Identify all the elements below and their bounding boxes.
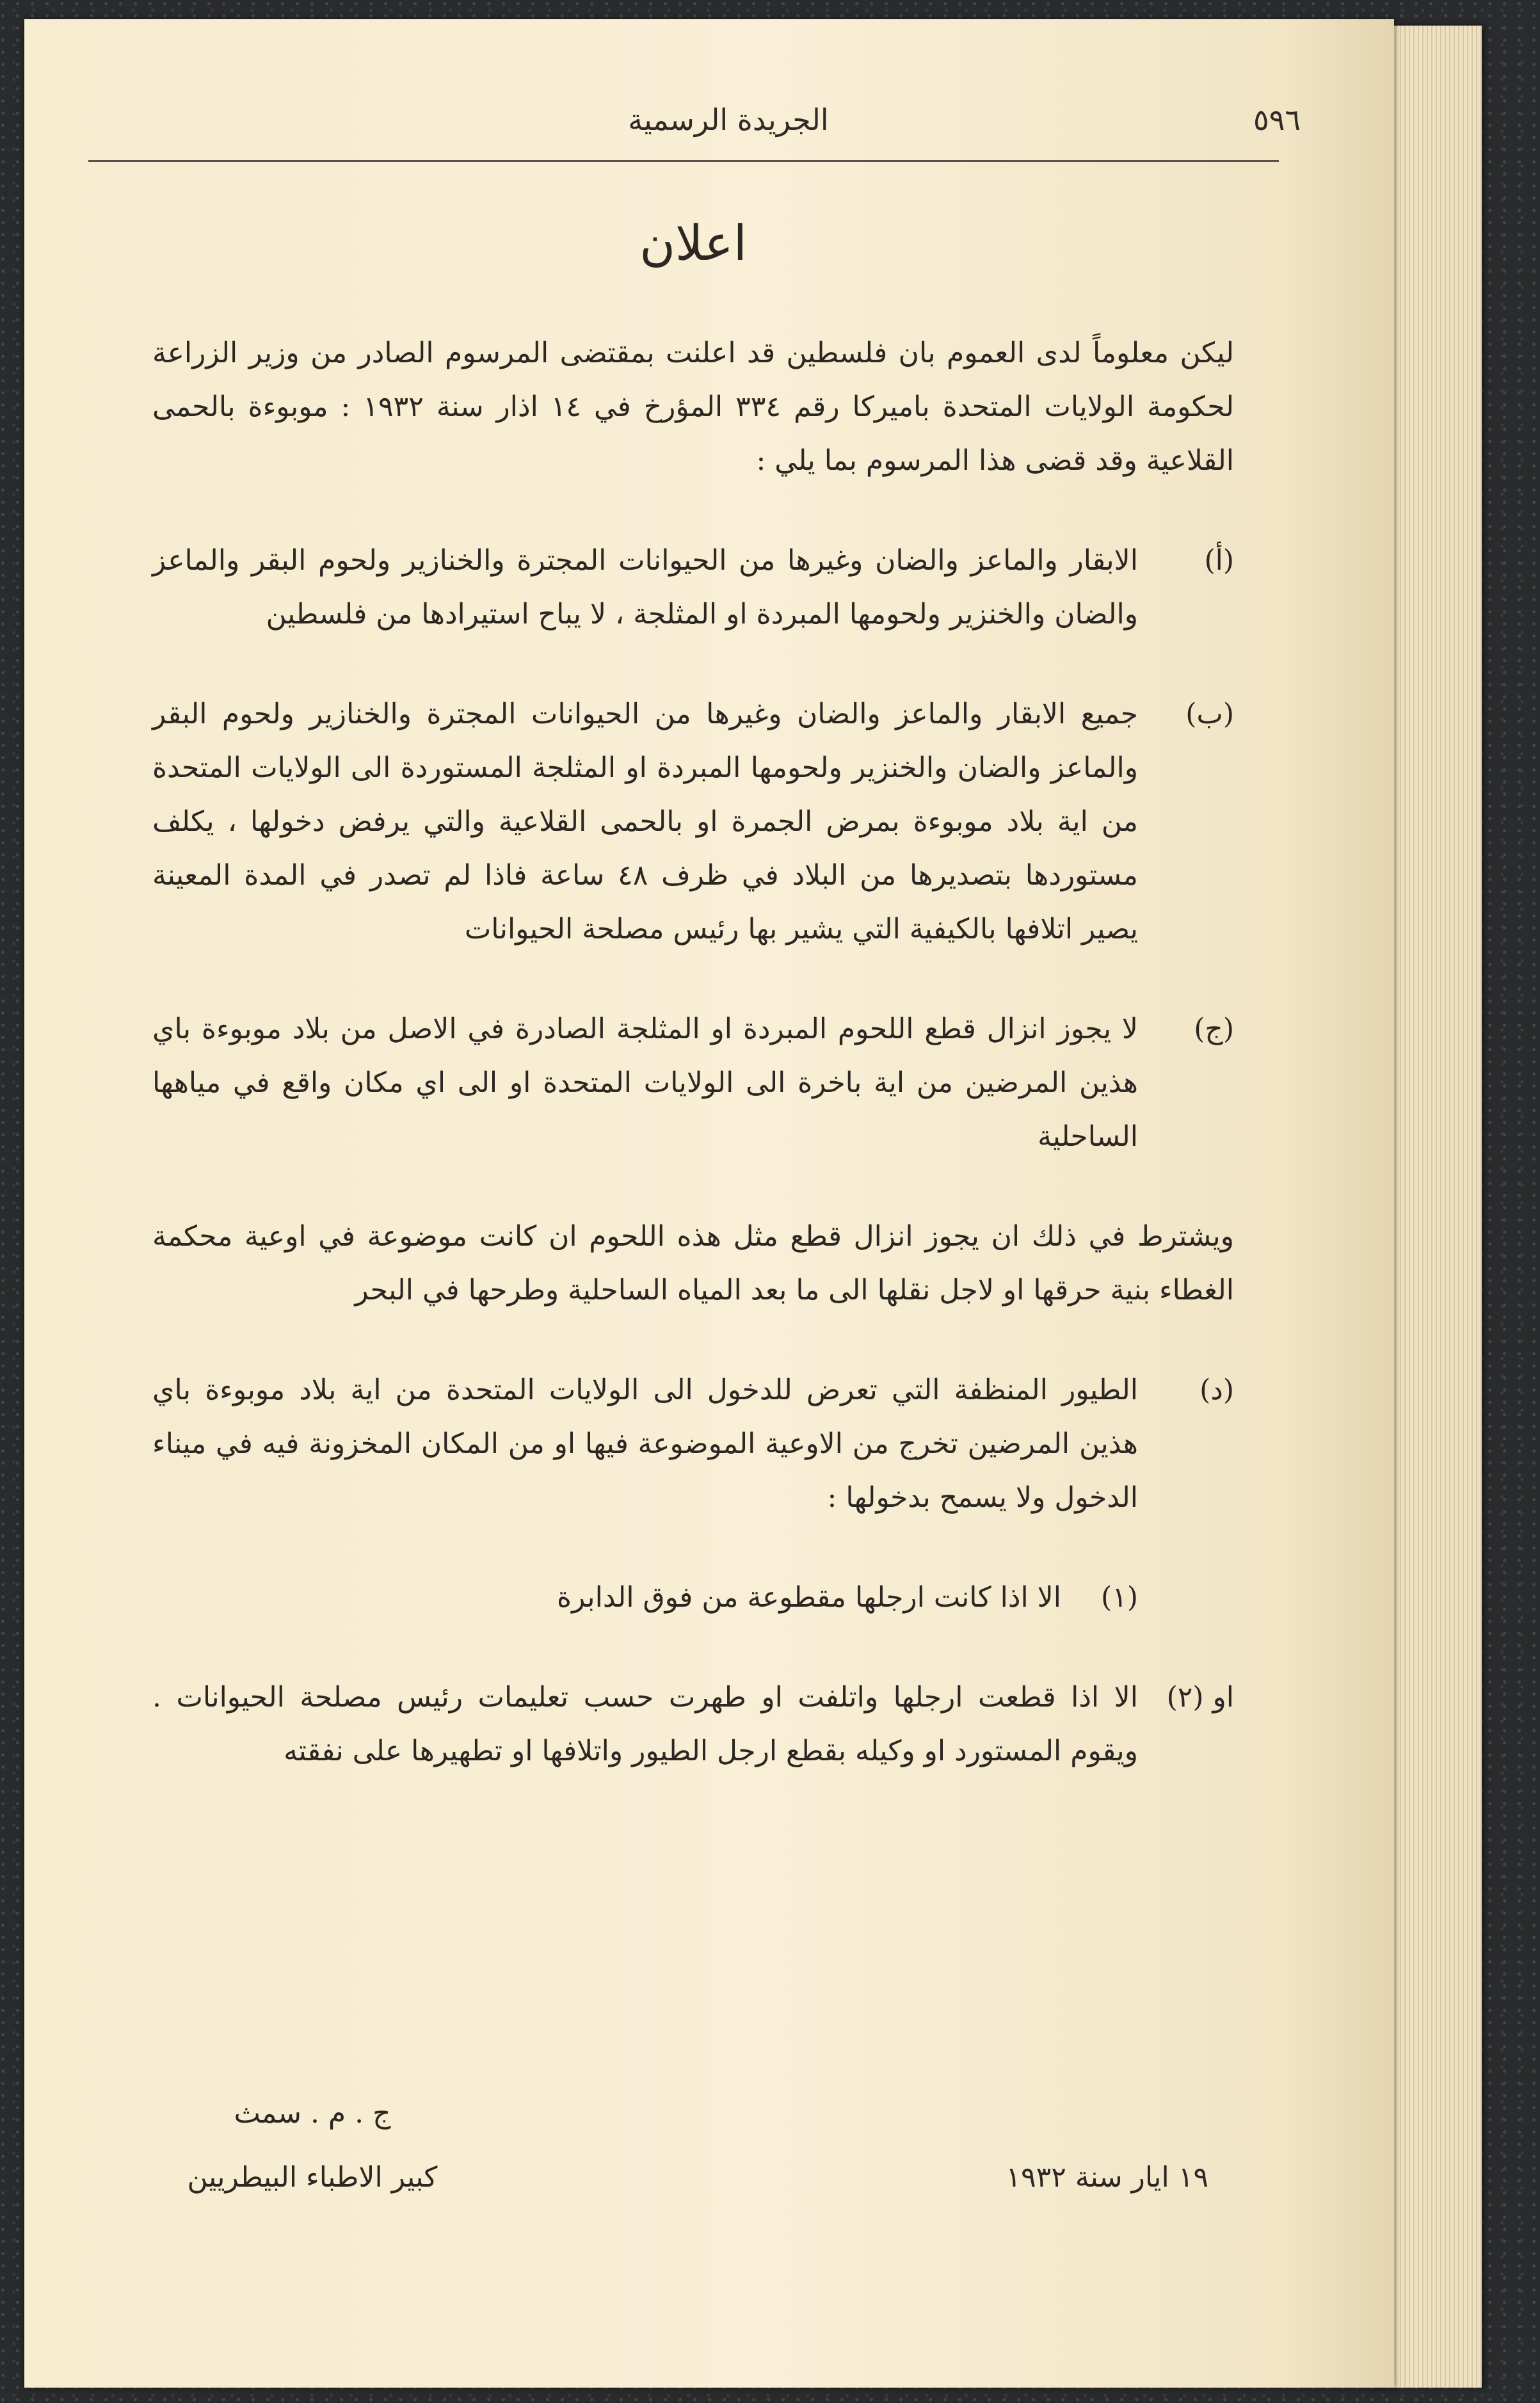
clause-c	[152, 1002, 1234, 1164]
clause-text: الطيور المنظفة التي تعرض للدخول الى الولايات المتحدة من اية بلاد موبوءة باي هذين المرضين تخرج من الاوعية الموضوعة فيها او من المكان المخزونة فيه في ميناء الدخول ولا يسمح بدخولها :	[152, 1374, 1138, 1514]
clause-b	[152, 687, 1234, 956]
sub-clause-label: او (٢)	[1166, 1681, 1234, 1714]
clause-text: لا يجوز انزال قطع اللحوم المبردة او المثلجة الصادرة في الاصل من بلاد موبوءة باي هذين المرضين من اية باخرة الى الولايات المتحدة او الى اي مكان واقع في مياهها الساحلية	[152, 1013, 1138, 1153]
clause-text: الابقار والماعز والضان وغيرها من الحيوانات المجترة والخنازير ولحوم البقر والماعز والضان والخنزير ولحومها المبردة او المثلجة ، لا يباح استيرادها من فلسطين	[152, 544, 1138, 631]
sub-clause-2	[152, 1671, 1234, 1778]
sub-clause-text: الا اذا قطعت ارجلها واتلفت او طهرت حسب تعليمات رئيس مصلحة الحيوانات . ويقوم المستورد او وكيله بقطع ارجل الطيور واتلافها او تطهيرها على نفقته	[152, 1681, 1138, 1767]
clause-label: (أ)	[1204, 544, 1234, 577]
page-header	[88, 90, 1301, 162]
notice-date: ١٩ ايار سنة ١٩٣٢	[1006, 2161, 1208, 2194]
sub-clause-1	[152, 1571, 1234, 1625]
sub-clause-text: الا اذا كانت ارجلها مقطوعة من فوق الدابرة	[557, 1581, 1061, 1614]
condition-paragraph: ويشترط في ذلك ان يجوز انزال قطع مثل هذه اللحوم ان كانت موضوعة في اوعية محكمة الغطاء بنية حرقها او لاجل نقلها الى ما بعد المياه الساحلية وطرحها في البحر	[152, 1220, 1234, 1306]
clause-label: (ج)	[1194, 1013, 1234, 1045]
sub-clause-label: (١)	[1101, 1581, 1138, 1614]
clause-d	[152, 1363, 1234, 1525]
notice-body	[152, 211, 1234, 1824]
page-number: ٥٩٦	[1253, 102, 1301, 137]
gazette-page	[24, 19, 1394, 2388]
running-title: الجريدة الرسمية	[628, 102, 829, 137]
notice-title: اعلان	[639, 214, 747, 271]
clause-label: (ب)	[1185, 698, 1234, 730]
signatory-position: كبير الاطباء البيطريين	[187, 2161, 438, 2194]
signatory-name: ج . م . سمث	[234, 2097, 391, 2130]
clause-a	[152, 534, 1234, 641]
clause-label: (د)	[1199, 1374, 1234, 1406]
clause-text: جميع الابقار والماعز والضان وغيرها من الحيوانات المجترة والخنازير ولحوم البقر والماعز والضان والخنزير ولحومها المبردة او المثلجة المستوردة الى الولايات المتحدة من اية بلاد موبوءة بمرض الجمرة او بالحمى القلاعية والتي يرفض دخولها ، يكلف مستوردها بتصديرها من البلاد في ظرف ٤٨ ساعة فاذا لم تصدر في المدة المعينة يصير اتلافها بالكيفية التي يشير بها رئيس مصلحة الحيوانات	[152, 698, 1138, 945]
notice-intro: ليكن معلوماً لدى العموم بان فلسطين قد اعلنت بمقتضى المرسوم الصادر من وزير الزراعة لحكومة الولايات المتحدة باميركا رقم ٣٣٤ المؤرخ في ١٤ اذار سنة ١٩٣٢ : موبوءة بالحمى القلاعية وقد قضى هذا المرسوم بما يلي :	[152, 337, 1235, 477]
